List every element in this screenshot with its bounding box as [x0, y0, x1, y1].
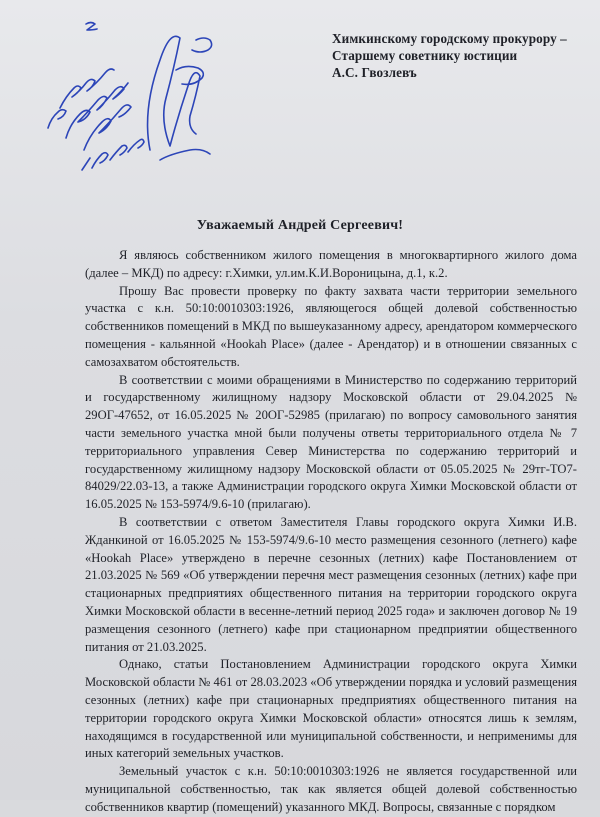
- signature-icon: [0, 0, 240, 190]
- letter-body: [85, 247, 577, 817]
- salutation: Уважаемый Андрей Сергеевич!: [196, 218, 404, 233]
- handwritten-resolution: [0, 0, 240, 190]
- paragraph: Прошу Вас провести проверку по факту захвата части территории земельного участка с к.н. 50:10:0010303:1926, являющегося общей долевой собственностью собственников помещений в МКД по вышеуказанному адресу, арендатором коммерческого помещения - кальянной «Hookah Place» (далее - Арендатор) и в отношении связанных с самозахватом обстоятельств.: [85, 283, 577, 369]
- addressee-line-1: Химкинскому городскому прокурору –: [332, 31, 567, 46]
- paragraph: В соответствии с ответом Заместителя Главы городского округа Химки И.В. Жданкиной от 16.05.2025 № 153-5974/9.6-10 место размещения сезонного (летнего) кафе «Hookah Place» утверждено в перечне сезонных (летних) кафе Постановлением от 21.03.2025 № 569 «Об утверждении перечня мест размещения сезонных (летних) кафе при стационарных предприятиях общественного питания на территории городского округа Химки Московской области в весенне-летний период 2025 года» и заключен договор № 19 размещения сезонного (летнего) кафе при стационарном предприятии общественного питания от 21.03.2025.: [85, 514, 577, 654]
- paragraph: Я являюсь собственником жилого помещения в многоквартирного жилого дома (далее – МКД) по адресу: г.Химки, ул.им.К.И.Вороницына, д.1, к.2.: [85, 248, 577, 280]
- paragraph: Земельный участок с к.н. 50:10:0010303:1926 не является государственной или муниципальной собственностью, так как является общей долевой собственностью собственников квартир (помещений) указанного МКД. Вопросы, связанные с порядком: [85, 764, 577, 814]
- paragraph: Однако, статьи Постановлением Администрации городского округа Химки Московской области № 461 от 28.03.2023 «Об утверждении порядка и условий размещения сезонных (летних) кафе при стационарных предприятиях общественного питания на территории городского округа Химки Московской области» относятся лишь к землям, находящимся в государственной или муниципальной собственности, и неприменимы для иных категорий земельных участков.: [85, 657, 577, 761]
- addressee-block: [332, 30, 594, 81]
- addressee-line-2: Старшему советнику юстиции: [332, 48, 518, 63]
- addressee-line-3: А.С. Гвозлевъ: [332, 65, 417, 80]
- paragraph: В соответствии с моими обращениями в Министерство по содержанию территорий и государственному жилищному надзору Московской области от 29.04.2025 № 29ОГ-47652, от 16.05.2025 № 20ОГ-52985 (прилагаю) по вопросу самовольного занятия части земельного участка мной были получены ответы территориального отдела № 7 территориального управления Север Министерства по содержанию территорий и государственному жилищному надзору Московской области от 05.05.2025 № 29тг-ТО7-84029/22.03-13, а также Администрации городского округа Химки Московской области от 16.05.2025 № 153-5974/9.6-10 (прилагаю).: [85, 372, 577, 512]
